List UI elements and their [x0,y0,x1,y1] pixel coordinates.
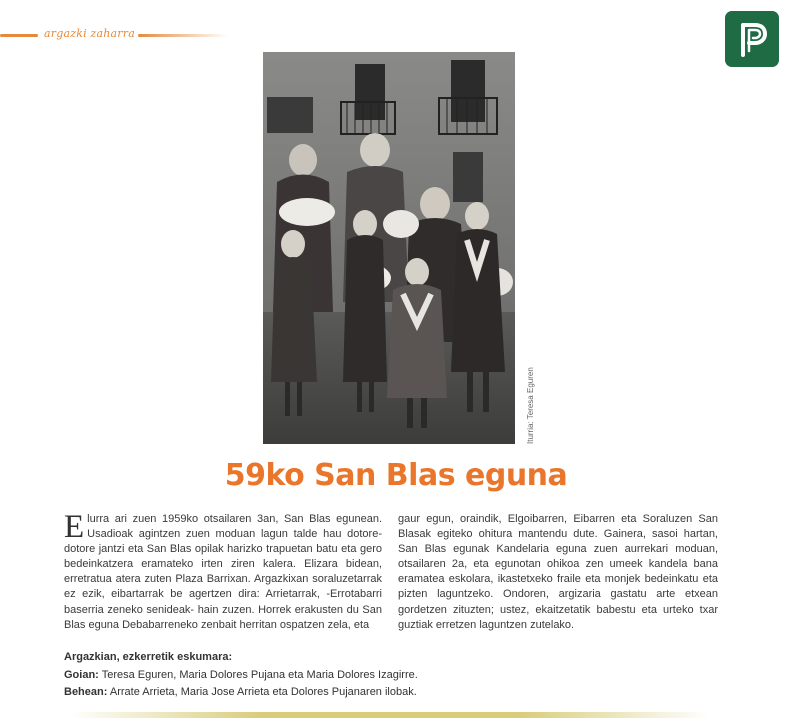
caption-names-bottom: Arrate Arrieta, Maria Jose Arrieta eta Dolores Pujanaren ilobak. [107,686,417,698]
caption-label-top: Goian: [64,669,99,681]
caption-names-top: Teresa Eguren, Maria Dolores Pujana eta Maria Dolores Izagirre. [98,669,418,681]
article-column-left [64,509,382,633]
drop-cap: E [64,509,85,545]
p-logo-icon [725,11,779,67]
article-text-left: lurra ari zuen 1959ko otsailaren 3an, San Blas egunean. Usadioak agintzen zuen moduan lagun talde hau dotore-dotore jantzi eta San Blas opilak harizko trapuetan batu eta gero bedeinkatzera eramateko irten ziren kalera. Elizara bidean, erretratua atera zuten Plaza Barrixan. Argazkixan soraluzetarrak ez ezik, eibartarrak be agertzen dira: Arrietarrak, -Errotabarri baserria zeneko senideak- hain zuzen. Horrek erakusten du San Blas eguna Debabarreneko zenbait herritan ospatzen zela, eta [64,513,382,631]
article-title: 59ko San Blas eguna [224,458,568,493]
article-column-right [398,512,718,633]
header-rule-left [0,34,38,37]
section-label: argazki zaharra [44,27,135,40]
photo-credit: Iturria: Teresa Eguren [526,367,535,444]
caption-row-top [64,669,418,681]
article-text-right: gaur egun, oraindik, Elgoibarren, Eibarren eta Soraluzen San Blasak egiteko ohitura mantendu dute. Gainera, sasoi hartan, San Blas egunak Kandelaria eguna zuen aurrekari moduan, otsailaren 2a, eta egunotan ohikoa zen umeek kandela bana eramatea eskolara, ikastetxeko fraile eta monjek bedeinkatu eta pizten laguntzeko. Ondoren, argizaria gastatu arte etxean gordetzen zituzten; ustez, ekaitzetatik babestu eta urteko txar guztiak erretzen laguntzen zutelako. [398,513,718,631]
caption-heading: Argazkian, ezkerretik eskumara: [64,651,233,663]
bottom-decorative-bar [70,712,710,718]
header-rule-right [138,34,228,37]
historic-photo [263,52,515,444]
caption-label-bottom: Behean: [64,686,108,698]
caption-row-bottom [64,686,417,698]
